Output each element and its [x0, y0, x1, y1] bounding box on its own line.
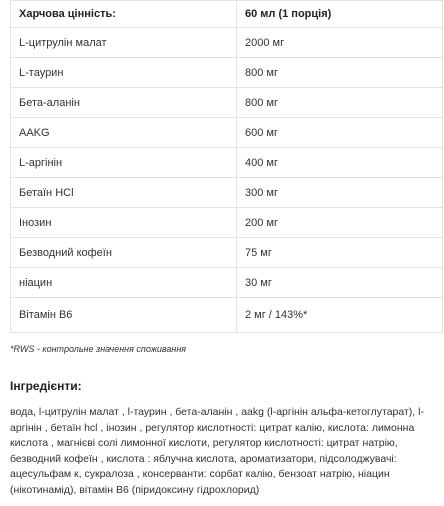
nutrient-name: ніацин: [11, 268, 237, 298]
table-row: [11, 238, 443, 268]
nutrient-amount: 2 мг / 143%*: [237, 298, 443, 333]
rws-footnote: *RWS - контрольне значення споживання: [10, 344, 187, 354]
table-row: [11, 298, 443, 333]
table-row: [11, 88, 443, 118]
nutrient-name: Бета-аланін: [11, 88, 237, 118]
nutrient-amount: 2000 мг: [237, 28, 443, 58]
nutrient-amount: 600 мг: [237, 118, 443, 148]
nutrient-amount: 400 мг: [237, 148, 443, 178]
table-row: [11, 148, 443, 178]
nutrient-amount: 300 мг: [237, 178, 443, 208]
nutrient-name: L-таурин: [11, 58, 237, 88]
nutrient-amount: 800 мг: [237, 88, 443, 118]
nutrient-amount: 30 мг: [237, 268, 443, 298]
table-row: [11, 58, 443, 88]
nutrient-name: L-аргінін: [11, 148, 237, 178]
ingredients-text: вода, l-цитрулін малат , l-таурин , бета-аланін , aakg (l-аргінін альфа-кетоглутарат), l-аргінін , бетаїн hcl , інозин , регулятор кислотності: цитрат калію, кислота: лимонна кислота , магнієві солі лимонної кислоти, регулятор кислотності: цитрат натрію, безводний кофеїн , кислота : яблучна кислота, ароматизатори, підсолоджувачі: ацесульфам к, сукралоза , консерванти: сорбат калію, бензоат натрію, ніацин (нікотинамід), вітамін В6 (піридоксину гідрохлорид): [10, 406, 424, 496]
nutrition-header-row: [11, 1, 443, 28]
table-row: [11, 28, 443, 58]
table-row: [11, 208, 443, 238]
ingredients-heading: Інгредієнти:: [10, 379, 82, 393]
nutrient-amount: 800 мг: [237, 58, 443, 88]
nutrient-amount: 75 мг: [237, 238, 443, 268]
table-row: [11, 268, 443, 298]
table-row: [11, 118, 443, 148]
nutrition-header-value: 60 мл (1 порція): [237, 1, 443, 28]
nutrient-name: L-цитрулін малат: [11, 28, 237, 58]
nutrition-header-label: Харчова цінність:: [11, 1, 237, 28]
nutrient-name: Бетаїн HCl: [11, 178, 237, 208]
nutrient-name: AAKG: [11, 118, 237, 148]
nutrient-name: Інозин: [11, 208, 237, 238]
nutrient-name: Вітамін В6: [11, 298, 237, 333]
nutrition-table: [10, 0, 443, 333]
nutrient-amount: 200 мг: [237, 208, 443, 238]
table-row: [11, 178, 443, 208]
nutrient-name: Безводний кофеїн: [11, 238, 237, 268]
